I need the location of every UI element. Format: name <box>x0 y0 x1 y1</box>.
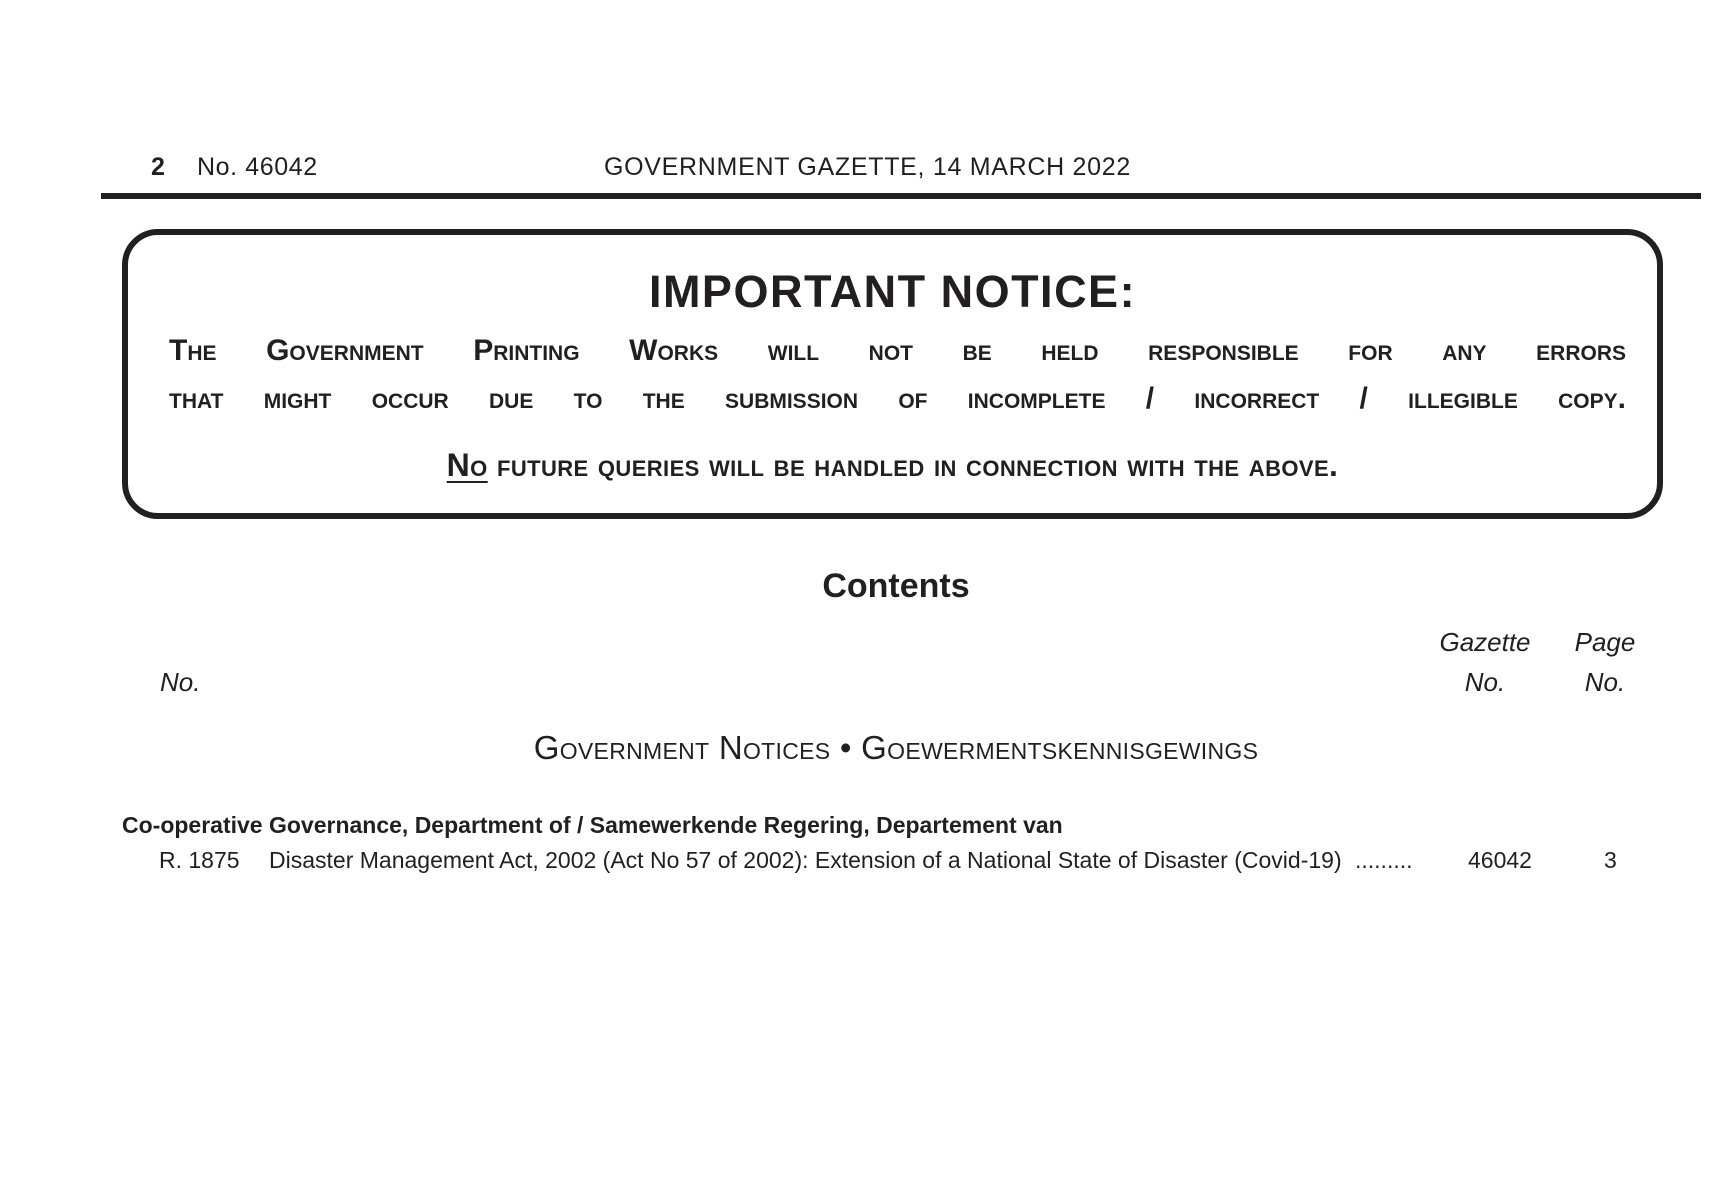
running-header <box>0 0 1732 210</box>
gazette-title: GOVERNMENT GAZETTE, 14 MARCH 2022 <box>604 153 1131 181</box>
notice-line-3 <box>128 445 1657 485</box>
notice-heading: IMPORTANT NOTICE: <box>648 266 1137 317</box>
notice-line-3-text: future queries will be handled in connection with the above. <box>487 447 1339 483</box>
column-header-gazette-no <box>1420 622 1550 702</box>
entry-title: Disaster Management Act, 2002 (Act No 57 of 2002): Extension of a National State of Disaster (Covid-19) <box>269 847 1342 873</box>
column-header-page-no <box>1560 622 1650 702</box>
entry-gazette-number: 46042 <box>1468 847 1532 873</box>
notice-line-3-first-word: No <box>446 447 488 483</box>
column-header-gazette-line-1: Gazette <box>1439 627 1531 657</box>
entry-dot-leader: ......... <box>1355 847 1413 873</box>
column-header-no: No. <box>160 667 201 697</box>
contents-title: Contents <box>822 567 970 605</box>
issue-number: No. 46042 <box>197 153 318 181</box>
header-rule <box>101 193 1701 199</box>
entry-page-number: 3 <box>1604 847 1617 873</box>
notice-line-1: The Government Printing Works will not be held responsible for any errors <box>169 334 1626 367</box>
important-notice-box <box>122 229 1663 519</box>
contents-entry-row[interactable] <box>0 845 1732 875</box>
section-heading: Government Notices • Goewermentskennisgewings <box>533 729 1259 766</box>
column-header-page-line-1: Page <box>1574 627 1636 657</box>
column-header-gazette-line-2: No. <box>1464 667 1506 697</box>
page-number: 2 <box>151 153 165 181</box>
notice-line-2: that might occur due to the submission of incomplete / incorrect / illegible copy. <box>169 382 1626 415</box>
column-header-page-line-2: No. <box>1584 667 1626 697</box>
department-heading: Co-operative Governance, Department of / Samewerkende Regering, Departement van <box>122 812 1063 838</box>
entry-notice-number: R. 1875 <box>159 847 240 873</box>
